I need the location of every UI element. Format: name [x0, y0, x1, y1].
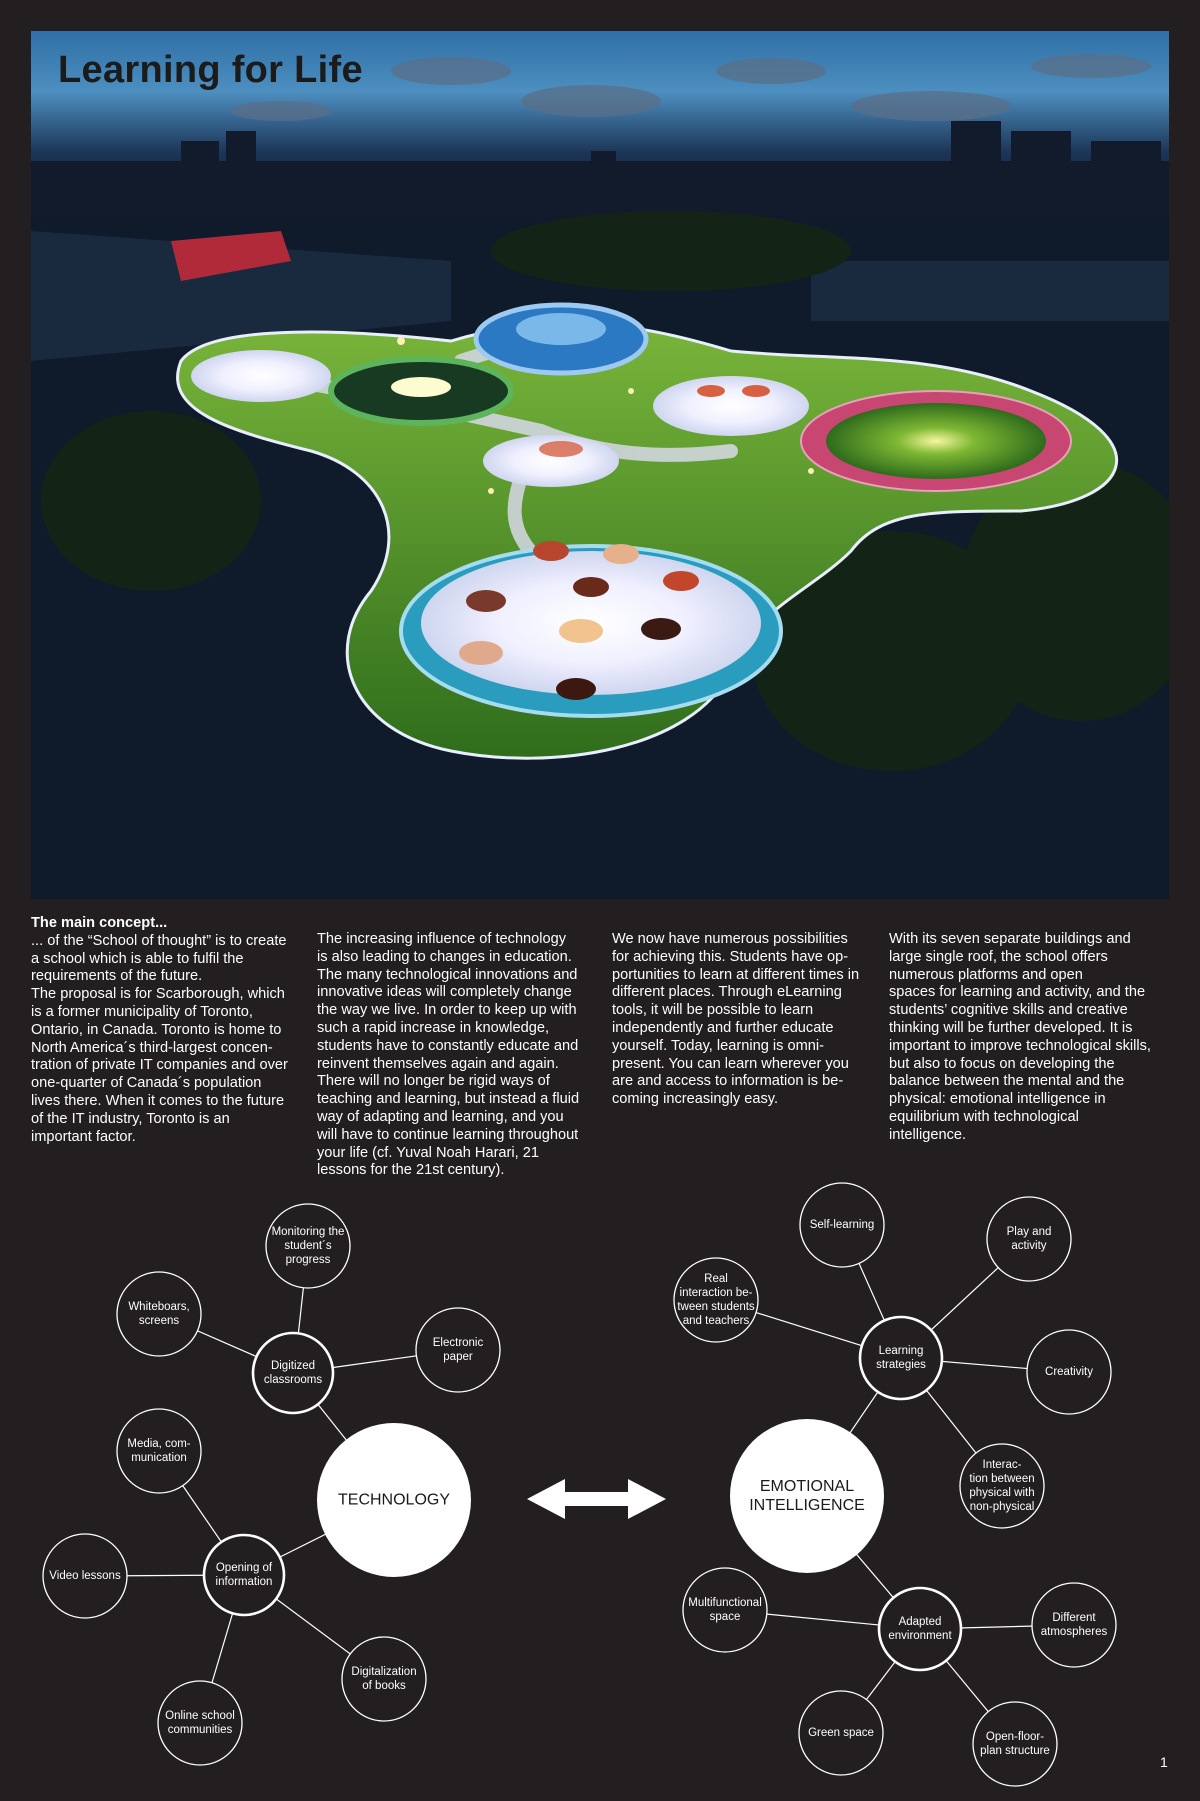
text-column-2	[317, 931, 597, 1180]
possibilities-text: We now have numerous possibilities for achieving this. Students have op- portunities to learn at different times in different places. Through eLearning tools, it will be possible to learn independently and further educate yourself. Today, learning is omni- present. You can learn wherever you are and access to information is be- coming increasingly easy.	[612, 931, 860, 1108]
concept-heading: The main concept...	[31, 915, 168, 931]
media-label: Media, com- munication	[127, 1438, 191, 1464]
text-column-4	[889, 931, 1169, 1145]
interaction-physical-label: Interac- tion between physical with non-physical	[969, 1459, 1035, 1513]
green-space-label: Green space	[808, 1727, 874, 1739]
opening-information-label: Opening of information	[215, 1562, 273, 1588]
whiteboards-label: Whiteboars, screens	[128, 1301, 190, 1327]
adapted-environment-label: Adapted environment	[888, 1616, 952, 1642]
text-column-3	[612, 931, 870, 1109]
digitalization-label: Digitalization of books	[351, 1666, 417, 1692]
school-aerial-illustration	[31, 31, 1169, 899]
double-arrow-icon	[527, 1479, 666, 1519]
real-interaction-label: Real interaction be- tween students and teachers	[677, 1273, 755, 1327]
text-column-1	[31, 915, 301, 1146]
open-floor-label: Open-floor- plan structure	[980, 1731, 1050, 1757]
video-lessons-label: Video lessons	[49, 1570, 121, 1582]
monitoring-label: Monitoring the student´s progress	[271, 1226, 345, 1266]
page-title: Learning for Life	[58, 49, 363, 91]
technology-label: TECHNOLOGY	[337, 1491, 451, 1509]
online-communities-label: Online school communities	[165, 1710, 235, 1736]
buildings-text: With its seven separate buildings and large single roof, the school offers numerous platforms and open spaces for learning and activity, and the students’ cognitive skills and creative thinking will be further developed. It is important to improve technological skills, but also to focus on developing the balance between the mental and the physical: emotional intelligence in equilibrium with technological intelligence.	[889, 931, 1151, 1143]
atmospheres-label: Different atmospheres	[1040, 1612, 1108, 1638]
page-number: 1	[1160, 1754, 1168, 1770]
digitized-classrooms-label: Digitized classrooms	[263, 1360, 323, 1386]
self-learning-label: Self-learning	[809, 1219, 875, 1231]
concept-text: ... of the “School of thought” is to create a school which is able to fulfil the requirements of the future. The proposal is for Scarborough, which is a former municipality of Toronto, Ontario, in Canada. Toronto is home to North America´s third-largest concen- tration of private IT companies and over one-quarter of Canada´s population lives there. When it comes to the future of the IT industry, Toronto is an important factor.	[31, 932, 288, 1145]
mind-map-diagram	[0, 1180, 1200, 1801]
play-activity-label: Play and activity	[1006, 1226, 1052, 1252]
hero-rendering	[31, 31, 1169, 899]
learning-strategies-label: Learning strategies	[876, 1345, 926, 1371]
electronic-paper-label: Electronic paper	[432, 1337, 484, 1363]
creativity-label: Creativity	[1045, 1366, 1093, 1378]
multifunctional-label: Multifunctional space	[688, 1597, 762, 1623]
emotional-intelligence-label: EMOTIONAL INTELLIGENCE	[749, 1478, 865, 1514]
technology-influence-text: The increasing influence of technology is also leading to changes in education. The many technological innovations and innovative ideas will completely change the way we live. In order to keep up with such a rapid increase in knowledge, students have to constantly educate and reinvent themselves again and again. There will no longer be rigid ways of teaching and learning, but instead a fluid way of adapting and learning, and you will have to continue learning throughout your life (cf. Yuval Noah Harari, 21 lessons for the 21st century).	[317, 931, 580, 1179]
